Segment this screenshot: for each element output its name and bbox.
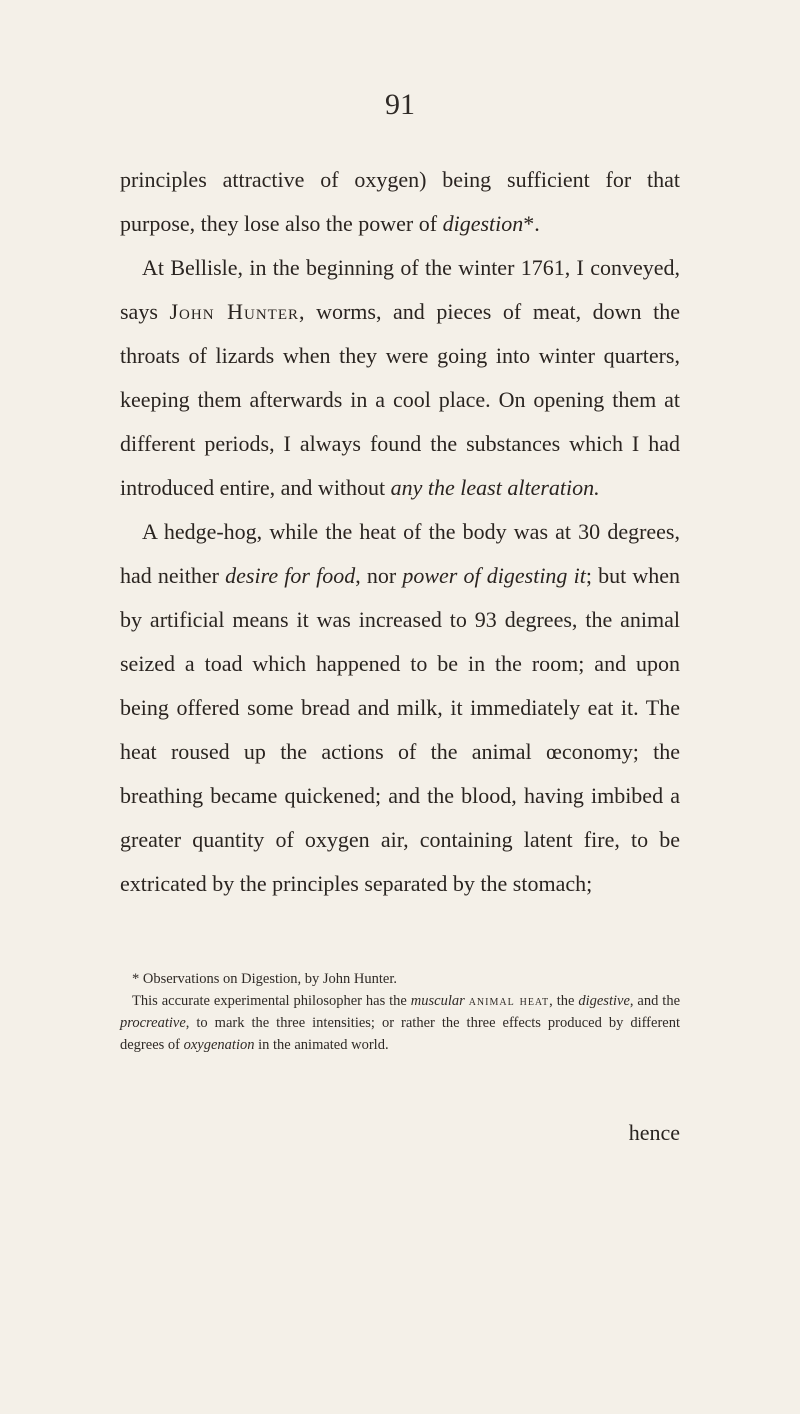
paragraph-1 bbox=[120, 158, 680, 246]
italic-text: oxygenation bbox=[183, 1037, 255, 1053]
body-text bbox=[120, 158, 680, 906]
text-run: , nor bbox=[355, 563, 403, 588]
text-run: , to mark the three intensities; or rather the three effects produced by different degrees of bbox=[120, 1015, 680, 1053]
text-run: A hedge-hog, while the heat of the body was at 30 degrees, had neither bbox=[120, 519, 680, 588]
smallcaps-text: John Hunter bbox=[169, 299, 299, 324]
italic-text: digestion bbox=[442, 211, 524, 236]
footnote-commentary bbox=[120, 990, 680, 1056]
catchword: hence bbox=[628, 1120, 680, 1145]
italic-text: desire for food bbox=[225, 563, 356, 588]
footnote-citation bbox=[120, 968, 680, 990]
text-run: , and the bbox=[629, 993, 681, 1009]
text-run: This accurate experimental philosopher has the bbox=[132, 993, 411, 1009]
paragraph-3 bbox=[120, 510, 680, 906]
text-run: ; but when by artificial means it was increased to 93 degrees, the animal seized a toad which happened to be in the room; and upon being offered some bread and milk, it immediately eat it. The heat roused up the actions of the animal œconomy; the breathing became quickened; and the blood, having imbibed a greater quantity of oxygen air, containing latent fire, to be extricated by the principles separated by the stomach; bbox=[120, 563, 680, 896]
smallcaps-text: animal heat bbox=[468, 993, 550, 1009]
text-run: , the bbox=[549, 993, 579, 1009]
text-run: *. bbox=[523, 211, 540, 236]
italic-text: muscular bbox=[410, 993, 465, 1009]
text-run: principles attractive of oxygen) being sufficient for that purpose, they lose also the power of bbox=[120, 167, 680, 236]
footnote bbox=[120, 968, 680, 1056]
text-run: in the animated world. bbox=[254, 1037, 389, 1053]
page-number: 91 bbox=[385, 88, 415, 121]
italic-text: power of digesting it bbox=[402, 563, 586, 588]
text-run: , worms, and pieces of meat, down the throats of lizards when they were going into winter quarters, keeping them afterwards in a cool place. On opening them at different periods, I always found the substances which I had introduced entire, and without bbox=[120, 299, 680, 500]
italic-text: digestive bbox=[578, 993, 630, 1009]
italic-text: procreative bbox=[120, 1015, 186, 1031]
text-run: * Observations on Digestion, by John Hunter. bbox=[132, 971, 398, 987]
text-run: At Bellisle, in the beginning of the winter 1761, I conveyed, says bbox=[120, 255, 680, 324]
italic-text: any the least alteration. bbox=[390, 475, 600, 500]
paragraph-2 bbox=[120, 246, 680, 510]
